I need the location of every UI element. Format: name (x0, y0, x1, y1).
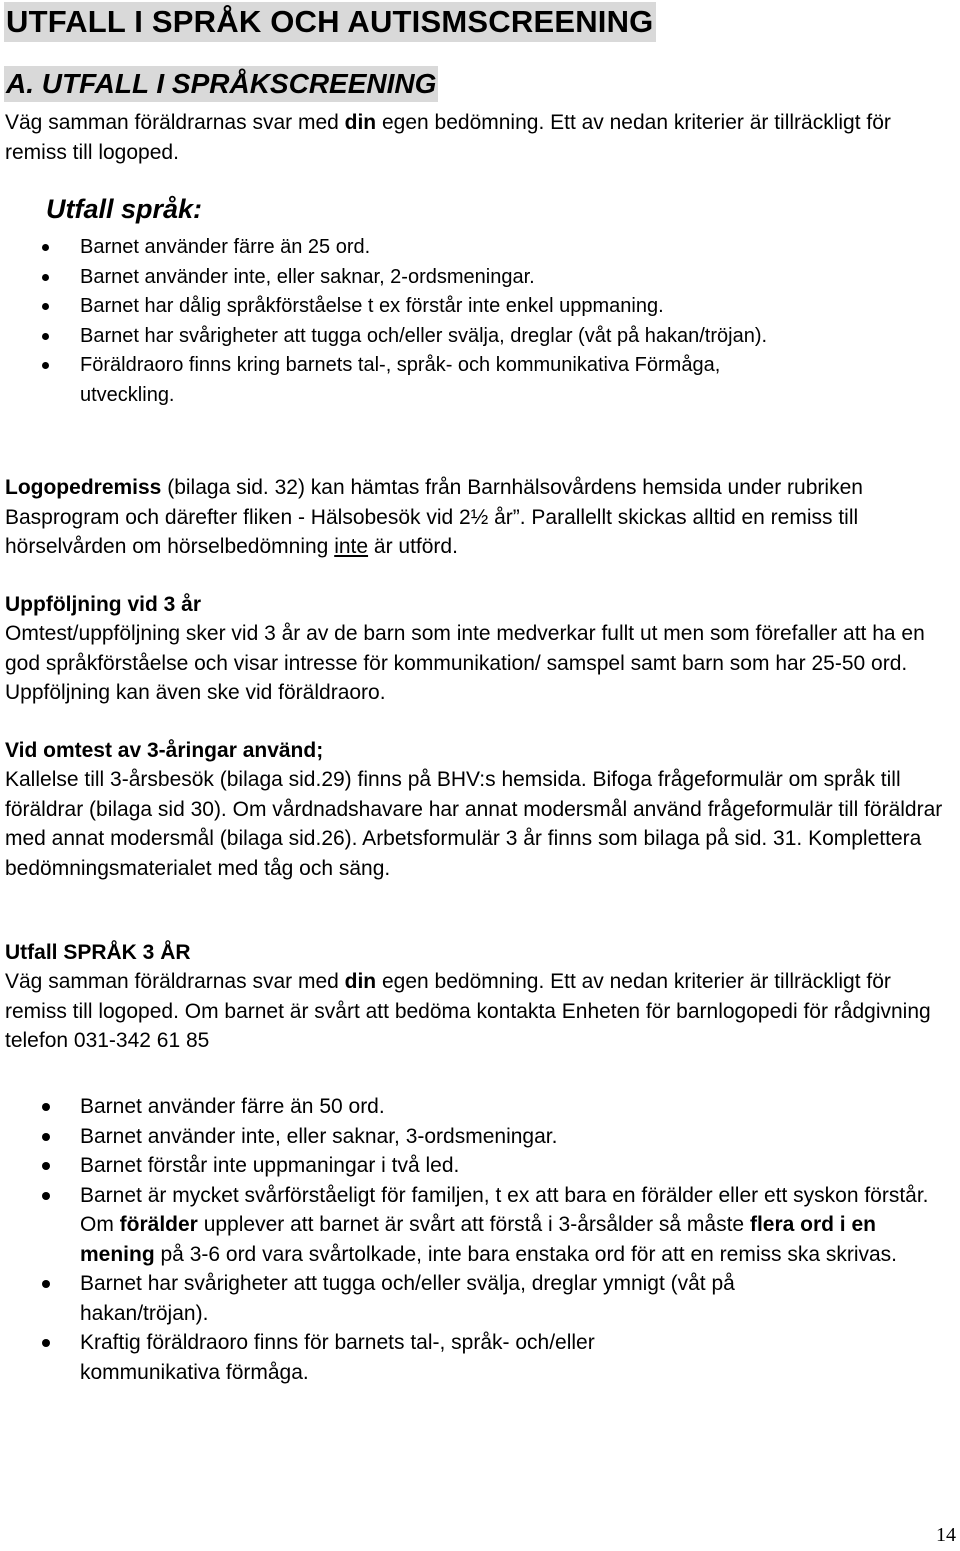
utfall-3ar-intro: Väg samman föräldrarnas svar med din egen bedömning. Ett av nedan kriterier är tillräckligt för remiss till logoped. Om barnet är svårt att bedöma kontakta Enheten för barnlogopedi för rådgivning telefon 031-342 61 85 (5, 970, 931, 1052)
list-item: Barnet har svårigheter att tugga och/eller svälja, dreglar (våt på hakan/tröjan). (0, 322, 950, 352)
list-item: Barnet har svårigheter att tugga och/eller svälja, dreglar ymnigt (våt på hakan/tröjan). (0, 1269, 950, 1328)
bullet-icon (42, 1103, 50, 1111)
page-number: 14 (936, 1524, 956, 1546)
logopedremiss-paragraph: Logopedremiss (bilaga sid. 32) kan hämtas från Barnhälsovårdens hemsida under rubriken Basprogram och därefter fliken - Hälsobesök vid 2½ år”. Parallellt skickas alltid en remiss till hörselvården om hörselbedömning inte är utförd. (5, 476, 863, 558)
bullet-icon (42, 303, 49, 310)
uppfoljning-heading: Uppföljning vid 3 år (5, 593, 202, 616)
list-item: Barnet förstår inte uppmaningar i två led. (0, 1151, 950, 1181)
list-item: Barnet använder färre än 50 ord. (0, 1092, 950, 1122)
utfall-3ar-heading: Utfall SPRÅK 3 ÅR (5, 941, 191, 964)
section-a-heading: A. UTFALL I SPRÅKSCREENING (4, 66, 438, 102)
list-item: Barnet använder inte, eller saknar, 3-ordsmeningar. (0, 1122, 950, 1152)
bullet-icon (42, 1162, 50, 1170)
bullet-icon (42, 274, 49, 281)
section-a-intro: Väg samman föräldrarnas svar med din egen bedömning. Ett av nedan kriterier är tillräckligt för remiss till logoped. (5, 111, 891, 164)
list-item: Barnet använder färre än 25 ord. (0, 233, 950, 263)
list-item: Barnet har dålig språkförståelse t ex förstår inte enkel uppmaning. (0, 292, 950, 322)
list-item: Föräldraoro finns kring barnets tal-, språk- och kommunikativa Förmåga, utveckling. (0, 351, 950, 410)
omtest-heading: Vid omtest av 3-åringar använd; (5, 739, 324, 762)
utfall-sprak-list (0, 233, 950, 410)
omtest-paragraph: Kallelse till 3-årsbesök (bilaga sid.29) finns på BHV:s hemsida. Bifoga frågeformulär om språk till föräldrar (bilaga sid 30). Om vårdnadshavare har annat modersmål använd frågeformulär till föräldrar med annat modersmål (bilaga sid.26). Arbetsformulär 3 år finns som bilaga på sid. 31. Komplettera bedömningsmaterialet med tåg och säng. (5, 768, 943, 880)
bullet-icon (42, 1133, 50, 1141)
list-item: Kraftig föräldraoro finns för barnets tal-, språk- och/eller kommunikativa förmåga. (0, 1328, 950, 1387)
bullet-icon (42, 1339, 50, 1347)
uppfoljning-paragraph: Omtest/uppföljning sker vid 3 år av de barn som inte medverkar fullt ut men som förefaller att ha en god språkförståelse och visar intresse för kommunikation/ samspel samt barn som har 25-50 ord. Uppföljning kan även ske vid föräldraoro. (5, 622, 925, 704)
bullet-icon (42, 362, 49, 369)
bullet-icon (42, 333, 49, 340)
bullet-icon (42, 244, 49, 251)
utfall-3ar-list (0, 1092, 950, 1387)
page-title: UTFALL I SPRÅK OCH AUTISMSCREENING (4, 2, 656, 42)
list-item: Barnet är mycket svårförståeligt för familjen, t ex att bara en förälder eller ett syskon förstår. Om förälder upplever att barnet är svårt att förstå i 3-årsålder så måste flera ord i en mening på 3-6 ord vara svårtolkade, inte bara enstaka ord för att en remiss ska skrivas. (0, 1181, 950, 1270)
bullet-icon (42, 1192, 50, 1200)
list-item: Barnet använder inte, eller saknar, 2-ordsmeningar. (0, 263, 950, 293)
utfall-sprak-heading: Utfall språk: (46, 194, 203, 224)
bullet-icon (42, 1280, 50, 1288)
